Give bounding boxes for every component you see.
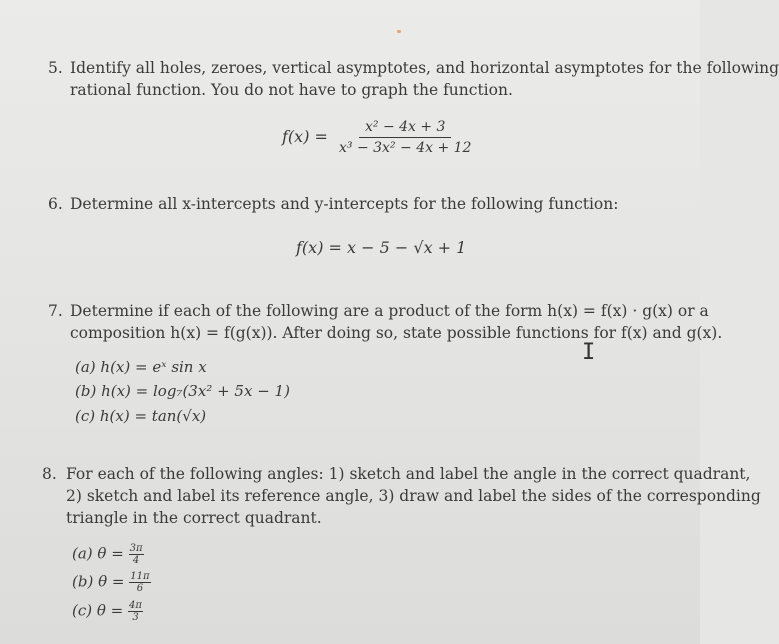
text-cursor-icon: I — [582, 340, 596, 365]
problem-8-part-b-den: 6 — [136, 583, 144, 594]
problem-8-part-c-fraction — [128, 600, 143, 623]
problem-5-fraction — [333, 119, 477, 156]
problem-8-part-a — [72, 543, 144, 566]
problem-7-part-b: (b) h(x) = log₇(3x² + 5x − 1) — [75, 382, 290, 400]
problem-7-line-2: composition h(x) = f(g(x)). After doing so, state possible functions for f(x) and g(x). — [70, 324, 723, 342]
problem-8-part-c-label: (c) θ = — [72, 601, 124, 620]
problem-8-part-a-fraction — [129, 543, 144, 566]
problem-8-part-b-fraction — [129, 571, 150, 594]
problem-5-number: 5. — [48, 59, 63, 77]
problem-8-part-c-den: 3 — [132, 612, 139, 623]
problem-5-lhs: f(x) = — [282, 127, 328, 146]
problem-5-line-1: Identify all holes, zeroes, vertical asymptotes, and horizontal asymptotes for the following — [70, 59, 779, 77]
problem-8-part-a-label: (a) θ = — [72, 544, 124, 563]
problem-8-line-2: 2) sketch and label its reference angle, 3) draw and label the sides of the corresponding — [66, 487, 761, 505]
problem-8-part-b-label: (b) θ = — [72, 572, 125, 591]
problem-8-line-1: For each of the following angles: 1) sketch and label the angle in the correct quadrant, — [66, 465, 751, 483]
problem-6-equation: f(x) = x − 5 − √x + 1 — [296, 238, 467, 257]
problem-7-number: 7. — [48, 302, 63, 320]
problem-7-line-1: Determine if each of the following are a product of the form h(x) = f(x) · g(x) or a — [70, 302, 709, 320]
problem-5-equation — [282, 119, 477, 156]
problem-8-part-c-num: 4π — [129, 600, 142, 611]
problem-8-number: 8. — [42, 465, 57, 483]
problem-8-part-c — [72, 600, 143, 623]
problem-8-line-3: triangle in the correct quadrant. — [66, 509, 322, 527]
smudge-mark — [397, 30, 401, 33]
problem-6-number: 6. — [48, 195, 63, 213]
problem-7-part-a: (a) h(x) = eˣ sin x — [75, 358, 207, 376]
problem-6-line-1: Determine all x-intercepts and y-intercepts for the following function: — [70, 195, 619, 213]
problem-8-part-b — [72, 571, 151, 594]
problem-5-denominator: x³ − 3x² − 4x + 12 — [339, 140, 472, 156]
problem-5-numerator: x² − 4x + 3 — [359, 119, 451, 138]
problem-8-part-a-num: 3π — [129, 543, 143, 554]
problem-5-line-2: rational function. You do not have to graph the function. — [70, 81, 513, 99]
problem-7-part-c: (c) h(x) = tan(√x) — [75, 407, 207, 425]
problem-8-part-a-den: 4 — [132, 555, 140, 566]
problem-8-part-b-num: 11π — [130, 571, 150, 582]
